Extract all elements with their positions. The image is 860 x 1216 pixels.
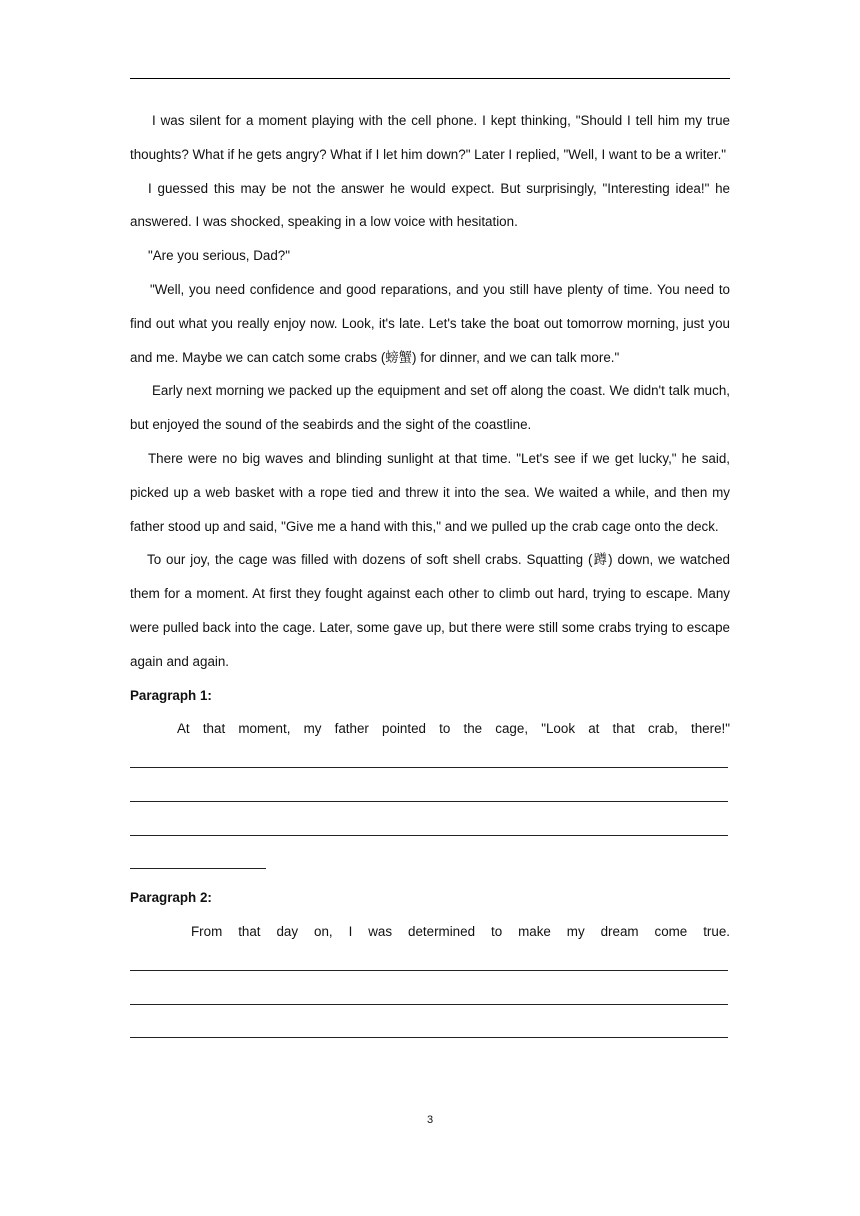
- page-number: 3: [426, 1114, 434, 1126]
- story-paragraph: To our joy, the cage was filled with dozens of soft shell crabs. Squatting (蹲) down, we watched them for a moment. At first they fought against each other to climb out hard, trying to escape. Many were pulled back into the cage. Later, some gave up, but there were still some crabs trying to escape again and again.: [130, 552, 730, 669]
- paragraph-2-opening-sentence: From that day on, I was determined to make my dream come true.: [191, 924, 730, 940]
- header-rule: [130, 78, 730, 79]
- answer-line[interactable]: [130, 1017, 730, 1051]
- paragraph-1-opening-sentence: At that moment, my father pointed to the cage, "Look at that crab, there!": [177, 721, 730, 737]
- story-paragraph: There were no big waves and blinding sunlight at that time. "Let's see if we get lucky," he said, picked up a web basket with a rope tied and threw it into the sea. We waited a while, and then my father stood up and said, "Give me a hand with this," and we pulled up the crab cage onto the deck.: [130, 450, 730, 534]
- story-paragraph: Early next morning we packed up the equipment and set off along the coast. We didn't talk much, but enjoyed the sound of the seabirds and the sight of the coastline.: [130, 383, 730, 433]
- answer-line[interactable]: [130, 949, 730, 983]
- story-paragraph: "Are you serious, Dad?": [148, 248, 290, 264]
- story-text: [130, 104, 730, 1050]
- story-paragraph: I guessed this may be not the answer he would expect. But surprisingly, "Interesting idea!" he answered. I was shocked, speaking in a low voice with hesitation.: [130, 180, 730, 230]
- document-page: [130, 0, 730, 1216]
- answer-line[interactable]: [130, 746, 730, 780]
- answer-line[interactable]: [130, 814, 730, 848]
- story-paragraph: I was silent for a moment playing with the cell phone. I kept thinking, "Should I tell him my true thoughts? What if he gets angry? What if I let him down?" Later I replied, "Well, I want to be a writer.": [130, 113, 730, 162]
- answer-line[interactable]: [130, 848, 730, 882]
- paragraph-1-heading: Paragraph 1:: [130, 687, 212, 703]
- paragraph-2-heading: Paragraph 2:: [130, 890, 212, 906]
- answer-line[interactable]: [130, 983, 730, 1017]
- answer-line[interactable]: [130, 780, 730, 814]
- story-paragraph: "Well, you need confidence and good reparations, and you still have plenty of time. You need to find out what you really enjoy now. Look, it's late. Let's take the boat out tomorrow morning, just you and me. Maybe we can catch some crabs (螃蟹) for dinner, and we can talk more.": [130, 281, 730, 365]
